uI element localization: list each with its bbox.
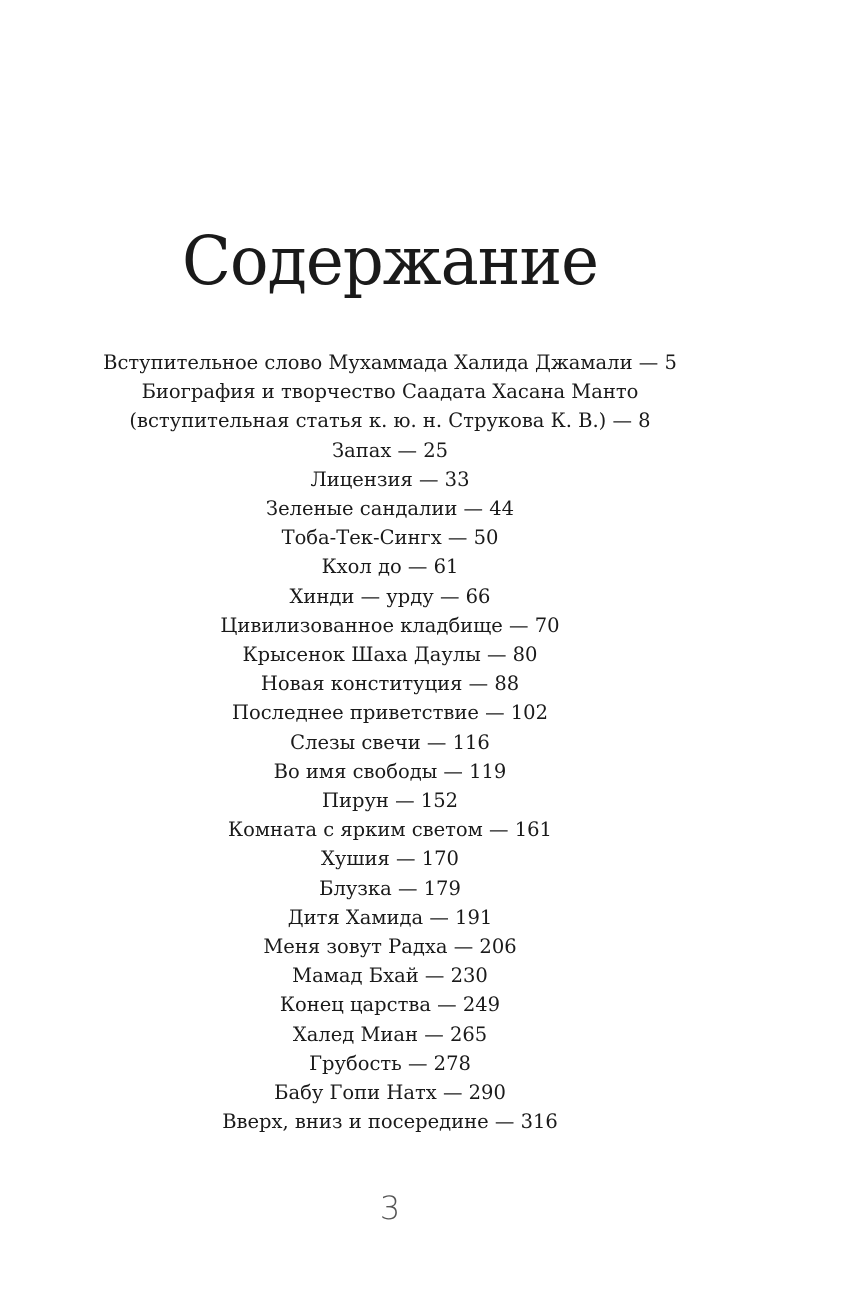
toc-entry: Крысенок Шаха Даулы — 80 xyxy=(242,643,538,667)
toc-entry: Последнее приветствие — 102 xyxy=(232,701,548,725)
toc-entry: Тоба-Тек-Сингх — 50 xyxy=(281,526,499,550)
toc-entry: Дитя Хамида — 191 xyxy=(287,905,493,929)
toc-entry: Цивилизованное кладбище — 70 xyxy=(220,613,560,637)
toc-entry: Вступительное слово Мухаммада Халида Джамали — 5 xyxy=(103,351,677,374)
toc-entry: Лицензия — 33 xyxy=(310,467,470,491)
toc-entry: Грубость — 278 xyxy=(309,1051,471,1075)
table-of-contents xyxy=(0,348,780,1136)
toc-entry: Слезы свечи — 116 xyxy=(290,730,490,754)
toc-entry: Во имя свободы — 119 xyxy=(273,759,507,783)
toc-entry: Вверх, вниз и посередине — 316 xyxy=(222,1110,558,1134)
toc-entry: Новая конституция — 88 xyxy=(260,672,520,696)
toc-entry: Блузка — 179 xyxy=(319,876,461,900)
toc-entry: Биография и творчество Саадата Хасана Манто xyxy=(141,380,639,404)
toc-entry: Зеленые сандалии — 44 xyxy=(265,497,515,521)
toc-entry: Комната с ярким светом — 161 xyxy=(228,818,552,842)
toc-entry: Хинди — урду — 66 xyxy=(289,584,491,608)
page-title: Содержание xyxy=(182,223,598,301)
toc-entry: (вступительная статья к. ю. н. Струкова К. В.) — 8 xyxy=(129,409,651,433)
toc-entry: Кхол до — 61 xyxy=(321,555,459,579)
toc-entry: Хушия — 170 xyxy=(321,847,459,871)
toc-entry: Бабу Гопи Натх — 290 xyxy=(274,1081,506,1105)
toc-entry: Пирун — 152 xyxy=(321,789,459,813)
toc-entry: Конец царства — 249 xyxy=(279,993,501,1017)
toc-entry: Запах — 25 xyxy=(331,438,449,462)
page-number: 3 xyxy=(379,1189,401,1227)
toc-entry: Халед Миан — 265 xyxy=(292,1022,488,1046)
toc-entry: Мамад Бхай — 230 xyxy=(292,964,488,988)
toc-entry: Меня зовут Радха — 206 xyxy=(263,935,517,959)
